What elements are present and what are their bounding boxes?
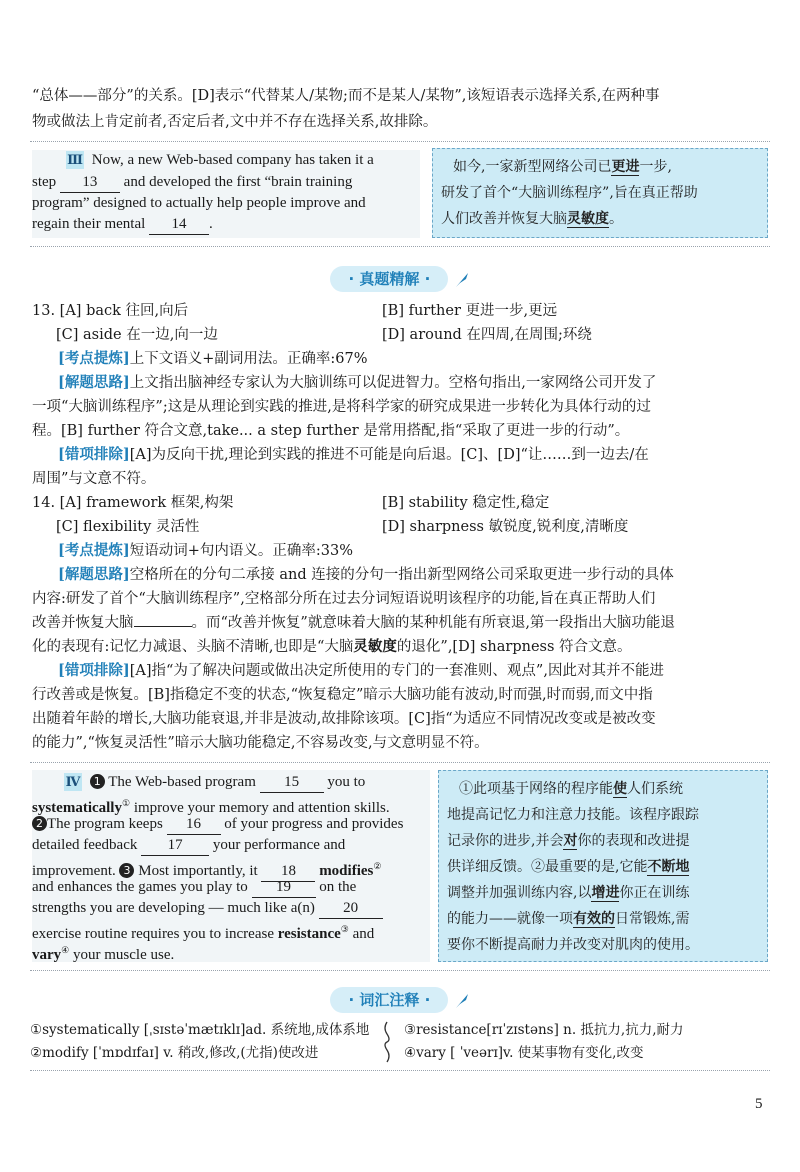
sentence-number: 3 — [119, 863, 134, 878]
option-13b: [B] further 更进一步,更远 — [382, 303, 558, 319]
text-line: 周围”与文意不符。 — [32, 471, 156, 487]
jieti-13: [解题思路]上文指出脑神经专家认为大脑训练可以促进智力。空格句指出,一家网络公司开发了 — [58, 374, 657, 391]
option-14b: [B] stability 稳定性,稳定 — [382, 495, 550, 511]
divider — [30, 141, 770, 142]
passage-3-block — [32, 150, 420, 238]
divider — [30, 762, 770, 763]
blank-18: 18 — [261, 861, 315, 882]
sentence-number: 1 — [90, 774, 105, 789]
quill-icon — [454, 272, 470, 288]
divider — [30, 970, 770, 971]
blank-13: 13 — [60, 172, 120, 193]
vocab-item: ②modify [ˈmɒdɪfaɪ] v. 稍改,修改,(尤指)使改进 — [30, 1045, 319, 1061]
passage-line: regain their mental 14 . — [32, 214, 213, 235]
passage-4-block: Ⅳ 1 The Web-based program 15 you to systematically① improve your memory and attention skills. 2 The program keeps 16 of your progress and provides detailed feedback 17 your performance and improvement. 3 Most importantly, it 18 modifies② and enhances the games you play to 19 on the strengths you are developing — much like a(n) 20 exercise routine requires you to increase resistance③ and vary④ your muscle use. — [32, 770, 430, 962]
passage-line: Ⅲ Now, a new Web-based company has taken it a — [67, 152, 374, 168]
option-13d: [D] around 在四周,在周围;环绕 — [382, 327, 592, 343]
vocab-item: ③resistance[rɪˈzɪstəns] n. 抵抗力,抗力,耐力 — [404, 1022, 684, 1038]
option-13c: [C] aside 在一边,向一边 — [56, 327, 218, 343]
roman-numeral: Ⅲ — [67, 152, 83, 167]
divider — [30, 1070, 770, 1071]
passage-line: program” designed to actually help people improve and — [32, 195, 366, 211]
section-title: · 词汇注释 · — [325, 987, 475, 1013]
text-line: 内容:研发了首个“大脑训练程序”,空格部分所在过去分词短语说明该程序的功能,旨在真正帮助人们 — [32, 591, 656, 607]
text-line: 一项“大脑训练程序”;这是从理论到实践的推进,是将科学家的研究成果进一步转化为具体行动的过 — [32, 399, 651, 415]
cuoxiang-14: [错项排除][A]指“为了解决问题或做出决定所使用的专门的一套准则、观点”,因此对其并不能进 — [58, 662, 664, 679]
vocab-item: ①systematically [ˌsɪstəˈmætɪklɪ]ad. 系统地,成体系地 — [30, 1022, 370, 1038]
brace-icon — [382, 1020, 392, 1064]
option-14a: 14. [A] framework 框架,构架 — [32, 495, 234, 511]
option-13a: 13. [A] back 往回,向后 — [32, 303, 189, 319]
section-title: · 真题精解 · — [325, 266, 475, 292]
divider — [30, 246, 770, 247]
jieti-14: [解题思路]空格所在的分句二承接 and 连接的分句一指出新型网络公司采取更进一步行动的具体 — [58, 566, 674, 583]
passage-line: step 13 and developed the first “brain training — [32, 172, 352, 193]
text-line: 改善并恢复大脑 。而“改善并恢复”就意味着大脑的某种机能有所衰退,第一段指出大脑功能退 — [32, 615, 675, 631]
vocab-item: ④vary [ ˈveərɪ]v. 使某事物有变化,改变 — [404, 1045, 644, 1061]
page-number: 5 — [755, 1096, 763, 1112]
blank-14: 14 — [149, 214, 209, 235]
translation-box-3: 如今,一家新型网络公司已更进一步, 研发了首个“大脑训练程序”,旨在真正帮助 人们改善并恢复大脑灵敏度。 — [432, 148, 768, 238]
roman-numeral: Ⅳ — [65, 774, 81, 789]
translation-box-4: ①此项基于网络的程序能使人们系统 地提高记忆力和注意力技能。该程序跟踪 记录你的进步,并会对你的表现和改进提 供详细反馈。②最重要的是,它能不断地 调整并加强训练内容,以增进你正在训练 的能力——就像一项有效的日常锻炼,需 要你不断提高耐力并改变对肌肉的使用。 — [438, 770, 768, 962]
cuoxiang-13: [错项排除][A]为反向干扰,理论到实践的推进不可能是向后退。[C]、[D]“让……到一边去/在 — [58, 446, 649, 463]
text-line: 的能力”,“恢复灵活性”暗示大脑功能稳定,不容易改变,与文意明显不符。 — [32, 735, 489, 751]
quill-icon — [454, 993, 470, 1009]
kaodian-13: [考点提炼]上下文语义+副词用法。正确率:67% — [58, 350, 368, 367]
inline-blank — [134, 626, 192, 627]
blank-16: 16 — [167, 814, 221, 835]
text-line: “总体——部分”的关系。[D]表示“代替某人/某物;而不是某人/某物”,该短语表示选择关系,在两种事 — [32, 88, 660, 104]
blank-17: 17 — [141, 835, 209, 856]
kaodian-14: [考点提炼]短语动词+句内语义。正确率:33% — [58, 542, 353, 559]
text-line: 物或做法上肯定前者,否定后者,文中并不存在选择关系,故排除。 — [32, 114, 438, 130]
option-14d: [D] sharpness 敏锐度,锐利度,清晰度 — [382, 519, 629, 535]
text-line: 行改善或是恢复。[B]指稳定不变的状态,“恢复稳定”暗示大脑功能有波动,时而强,时而弱,而文中指 — [32, 687, 653, 703]
text-line: 化的表现有:记忆力减退、头脑不清晰,也即是“大脑灵敏度的退化”,[D] sharpness 符合文意。 — [32, 638, 632, 655]
blank-15: 15 — [260, 772, 324, 793]
sentence-number: 2 — [32, 816, 47, 831]
text-line: 程。[B] further 符合文意,take... a step further 是常用搭配,指“采取了更进一步的行动”。 — [32, 423, 630, 439]
text-line: 出随着年龄的增长,大脑功能衰退,并非是波动,故排除该项。[C]指“为适应不同情况改变或是被改变 — [32, 711, 656, 727]
option-14c: [C] flexibility 灵活性 — [56, 519, 200, 535]
blank-20: 20 — [319, 898, 383, 919]
blank-19: 19 — [252, 877, 316, 898]
